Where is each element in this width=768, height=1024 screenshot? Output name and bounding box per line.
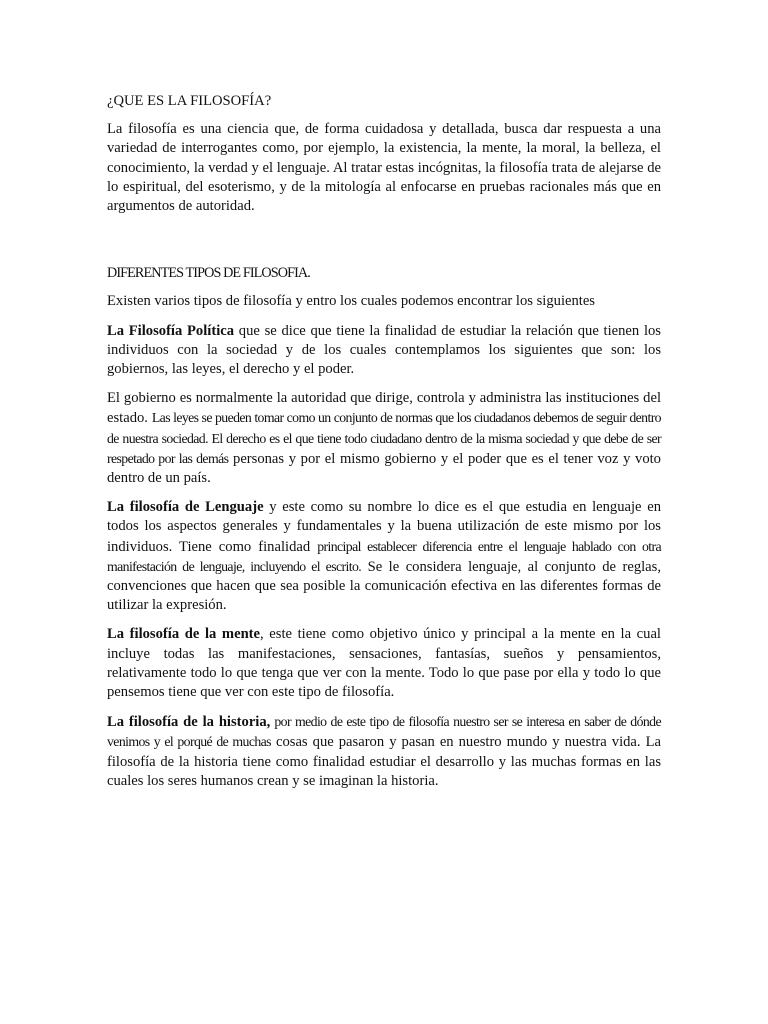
section-title: DIFERENTES TIPOS DE FILOSOFIA.: [107, 265, 310, 282]
lenguaje-text-c: Se le considera lenguaje, al conjunto de reglas, convenciones que hacen que sea posible la comunicación efectiva en las diferentes formas de utilizar la expresión.: [107, 558, 661, 614]
historia-text-a: por medio de este tipo de filosofía nuestro ser se interesa en saber de dónde venimos y el porqué de muchas: [107, 714, 661, 750]
lenguaje-term: La filosofía de Lenguaje: [107, 499, 264, 516]
politica-term: La Filosofía Política: [107, 322, 235, 339]
mente-text: , este tiene como objetivo único y principal a la mente en la cual incluye todas las manifestaciones, sensaciones, fantasías, sueños y pensamientos, relativamente todo lo que tenga que ver con la mente. Todo lo que pase por ella y todo lo que pensemos tiene que ver con este tipo de filosofía.: [107, 626, 661, 701]
intro-paragraph: La filosofía es una ciencia que, de forma cuidadosa y detallada, busca dar respuesta a una variedad de interrogantes como, por ejemplo, la existencia, la mente, la moral, la belleza, el conocimiento, la verdad y el lenguaje. Al tratar estas incógnitas, la filosofía trata de alejarse de lo espiritual, del esoterismo, y de la mitología al enfocarse en pruebas racionales más que en argumentos de autoridad.: [107, 121, 661, 215]
politica-paragraph: [107, 322, 661, 380]
historia-term: La filosofía de la historia,: [107, 714, 271, 731]
document-page: [107, 92, 661, 801]
gobierno-paragraph: [107, 389, 661, 488]
gobierno-text-a: El gobierno es normalmente la autoridad que dirige, controla y administra las instituciones del estado.: [107, 390, 661, 427]
document-title: ¿QUE ES LA FILOSOFÍA?: [107, 93, 272, 109]
lenguaje-text-a: y este como su nombre lo dice es el que estudia en lenguaje en todos los aspectos generales y fundamentales y la buena utilización de este mismo por los individuos. Tiene como finalidad: [107, 499, 661, 555]
gobierno-text-b: Las leyes se pueden tomar como un conjunto de normas que los ciudadanos debemos de seguir dentro de nuestra sociedad. El derecho es el que tiene todo ciudadano dentro de la misma sociedad y que debe de ser respetado por las demás: [107, 410, 661, 466]
politica-text: que se dice que tiene la finalidad de estudiar la relación que tienen los individuos con la sociedad y de los cuales contemplamos los siguientes que son: los gobiernos, las leyes, el derecho y el poder.: [107, 322, 661, 378]
historia-paragraph: [107, 712, 661, 791]
lenguaje-paragraph: [107, 498, 661, 615]
historia-text-b: cosas que pasaron y pasan en nuestro mundo y nuestra vida. La filosofía de la historia tiene como finalidad estudiar el desarrollo y las muchas formas en las cuales los seres humanos crean y se imaginan la historia.: [107, 734, 661, 789]
mente-paragraph: [107, 625, 661, 702]
mente-term: La filosofía de la mente: [107, 626, 261, 643]
gobierno-text-c: personas y por el mismo gobierno y el poder que es el tener voz y voto dentro de un país.: [107, 450, 661, 487]
section-intro-paragraph: Existen varios tipos de filosofía y entro los cuales podemos encontrar los siguientes: [107, 293, 595, 310]
lenguaje-text-b: principal establecer diferencia entre el lenguaje hablado con otra manifestación de lenguaje, incluyendo el escrito.: [107, 538, 661, 574]
